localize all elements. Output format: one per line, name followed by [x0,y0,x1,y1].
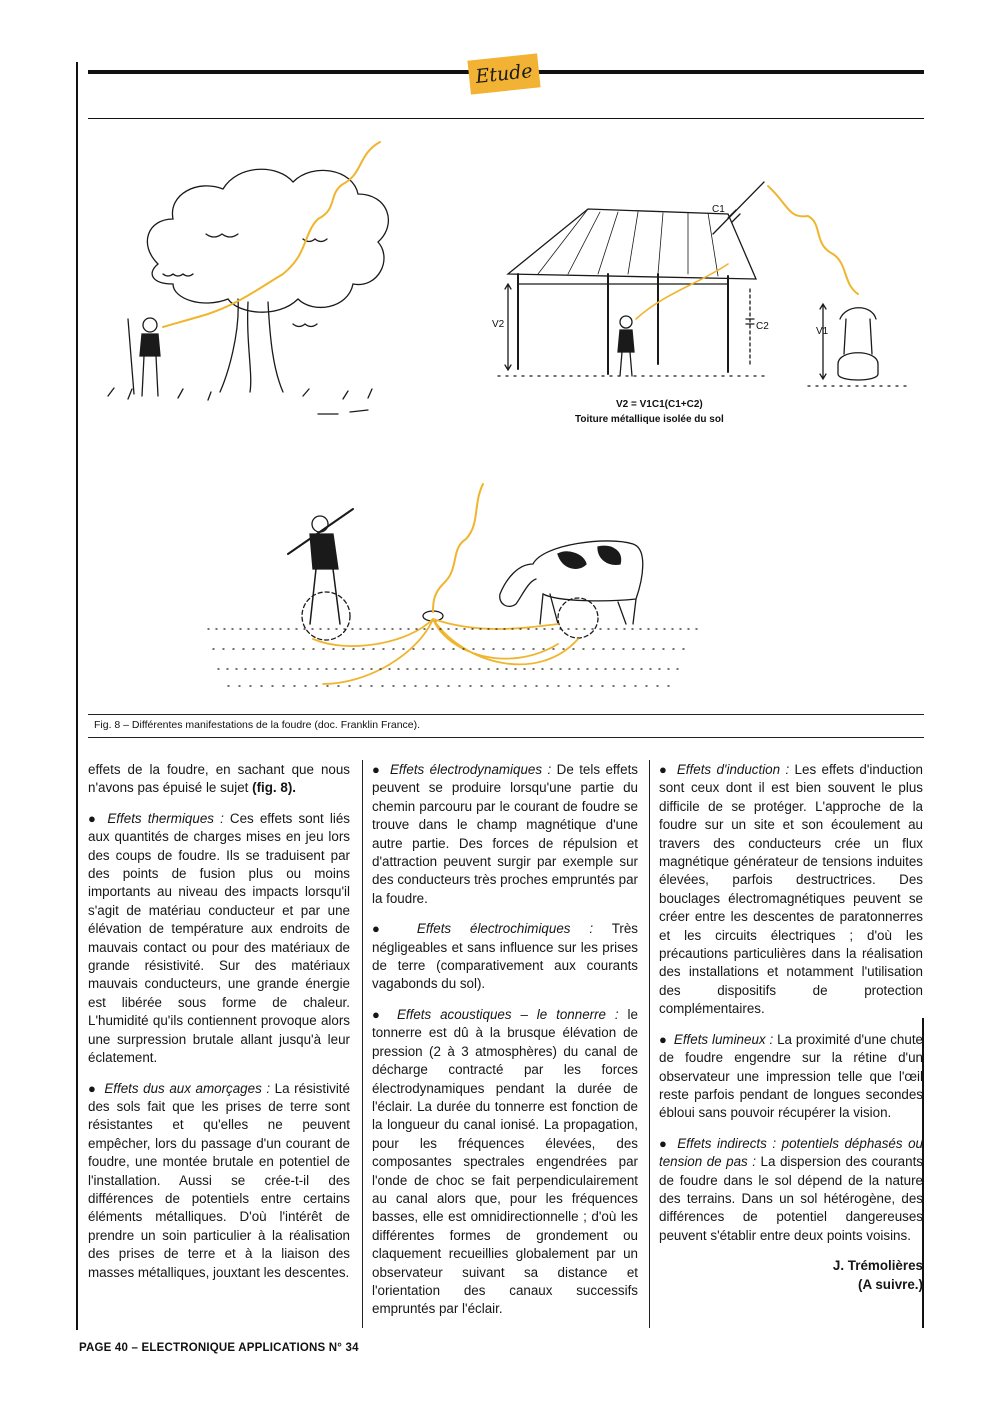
author-name: J. Trémolières [832,1258,923,1274]
caption-rule-top [88,714,924,715]
tree-canopy [147,169,388,312]
label-v1: V1 [816,326,829,337]
lightning-ground [433,484,483,612]
bullet-icon: ● [659,762,669,777]
bullet-icon: ● [88,810,99,826]
paragraph-lead: Effets indirects : potentiels déphasés ou tension de pas : [659,1135,923,1170]
paragraph-text: Ces effets sont liés aux quantités de charges mises en jeu lors des coups de foudre. Ils se traduisent par des points de fusion plus ou moins importants au niveau des impacts lorsqu'il s'agit de matériau conducteur et par une élévation de température aux endroits de mauvais contact ou pour des matériaux de grande résistivité. Sur des matériaux mauvais conducteurs, une grande énergie est libérée sous forme de chaleur. L'humidité qu'ils contiennent provoque alors une surpression brutale allant jusqu'à leur éclatement. [88,810,350,1066]
figure-subtitle: Toiture métallique isolée du sol [575,414,724,425]
paragraph-text: La proximité d'une chute de foudre engendre sur la rétine d'un observateur une impression telle que l'œil reste parfois pendant de longues secondes ébloui sans pouvoir récupérer la vision. [659,1031,923,1121]
paragraph-lead: Effets dus aux amorçages : [104,1080,271,1096]
paragraph [659,761,923,1019]
paragraph-text: De tels effets peuvent se produire lorsqu'une partie du chemin parcouru par le courant de foudre se trouve dans le champ magnétique d'une autre partie. Des forces de répulsion et d'attraction peuvent surgir par exemple sur des conducteurs très proches empruntés par la foudre. [372,762,638,906]
label-c2: C2 [756,321,769,332]
bullet-icon: ● [372,1006,386,1022]
paragraph [659,1031,923,1123]
figure-drawing [88,124,924,714]
section-badge: Etude [467,53,540,94]
paragraph-text: le tonnerre est dû à la brusque élévation de pression (2 à 3 atmosphères) du canal de décharge contracté par les forces électrodynamiques pendant la durée de l'éclair. La durée du tonnerre est fonction de la longueur du canal ionisé. La propagation, pour les fréquences élevées, des composantes spectrales engendrées par l'onde de choc se fait perpendiculairement au canal alors que, pour les fréquences basses, elle est omnidirectionnelle ; d'où les différentes formes de grondement ou claquement recueillies globalement par un observateur suivant sa distance et l'orientation des canaux successifs empruntés par l'éclair. [372,1006,638,1317]
paragraph [372,761,638,908]
farmer-head [312,516,328,532]
column-divider-1 [362,760,363,1328]
paragraph [659,1135,923,1245]
text-column-1 [88,761,350,1294]
header-rule-thin [88,118,924,119]
paragraph-lead: Effets lumineux : [673,1031,774,1047]
paragraph-text: effets de la foudre, en sachant que nous n'avons pas épuisé le sujet [88,762,350,796]
paragraph [372,920,638,994]
text-column-3 [659,761,923,1294]
header-rule-left [88,70,470,74]
figure-caption: Fig. 8 – Différentes manifestations de la foudre (doc. Franklin France). [94,719,421,731]
text-column-2 [372,761,638,1331]
well [838,353,878,380]
figure-formula: V2 = V1C1(C1+C2) [616,399,703,410]
column-divider-2 [649,760,650,1328]
paragraph-lead: Effets acoustiques – le tonnerre : [396,1006,619,1022]
figure-illustration [88,124,924,714]
bullet-icon: ● [372,762,382,777]
bullet-icon: ● [659,1031,668,1047]
lightning-shelter [768,186,858,294]
paragraph-text: Très négligeables et sans influence sur les prises de terre (comparativement aux courants vagabonds du sol). [372,921,638,992]
bullet-icon: ● [88,1080,97,1096]
shelter-roof [508,209,756,279]
figure-reference: (fig. 8). [252,780,296,796]
paragraph [88,810,350,1068]
paragraph-text: La dispersion des courants de foudre dans le sol dépend de la nature des terrains. Dans un sol hétérogène, des différences de potentiel dangereuses peuvent s'établir entre deux points voisins. [659,1154,923,1243]
person-head [143,318,157,332]
label-v2: V2 [492,319,505,330]
paragraph-text: Les effets d'induction sont ceux dont il est bien souvent le plus difficile de se protéger. L'approche de la foudre sur un site et son écoulement au travers des conducteurs crée un flux magnétique générateur de tensions induites élevées, parfois destructrices. Des bouclages électromagnétiques peuvent se créer entre les descentes de paratonnerres et les circuits électriques ; d'où les précautions particulières dans la réalisation des installations et notamment l'utilisation des dispositifs de protection complémentaires. [659,762,923,1017]
paragraph-lead: Effets électrodynamiques : [390,762,552,777]
paragraph-lead: Effets thermiques : [107,810,224,826]
paragraph-lead: Effets électrochimiques : [416,921,594,937]
paragraph [88,1080,350,1282]
paragraph-text: La résistivité des sols fait que les prises de terre sont résistantes et qu'elles ne peuvent empêcher, lors du passage d'un courant de foudre, une montée brutale en potentiel de l'installation. Aussi se crée-t-il des différences de potentiels entre certains éléments métalliques. D'où l'intérêt de prendre un soin particulier à la réalisation des prises de terre et à la liaison des masses métalliques, jouxtant les descentes. [88,1080,350,1280]
paragraph-lead: Effets d'induction : [676,762,790,777]
header-rule-right [536,70,924,74]
to-be-continued: (A suivre.) [858,1276,923,1292]
label-c1: C1 [712,204,725,215]
paragraph [88,761,350,798]
caption-rule-bottom [88,737,924,738]
bullet-icon: ● [659,1135,669,1151]
bullet-icon: ● [372,921,396,937]
page-frame-left [76,62,78,1330]
paragraph [372,1006,638,1319]
page-footer: PAGE 40 – ELECTRONIQUE APPLICATIONS N° 34 [79,1342,359,1354]
